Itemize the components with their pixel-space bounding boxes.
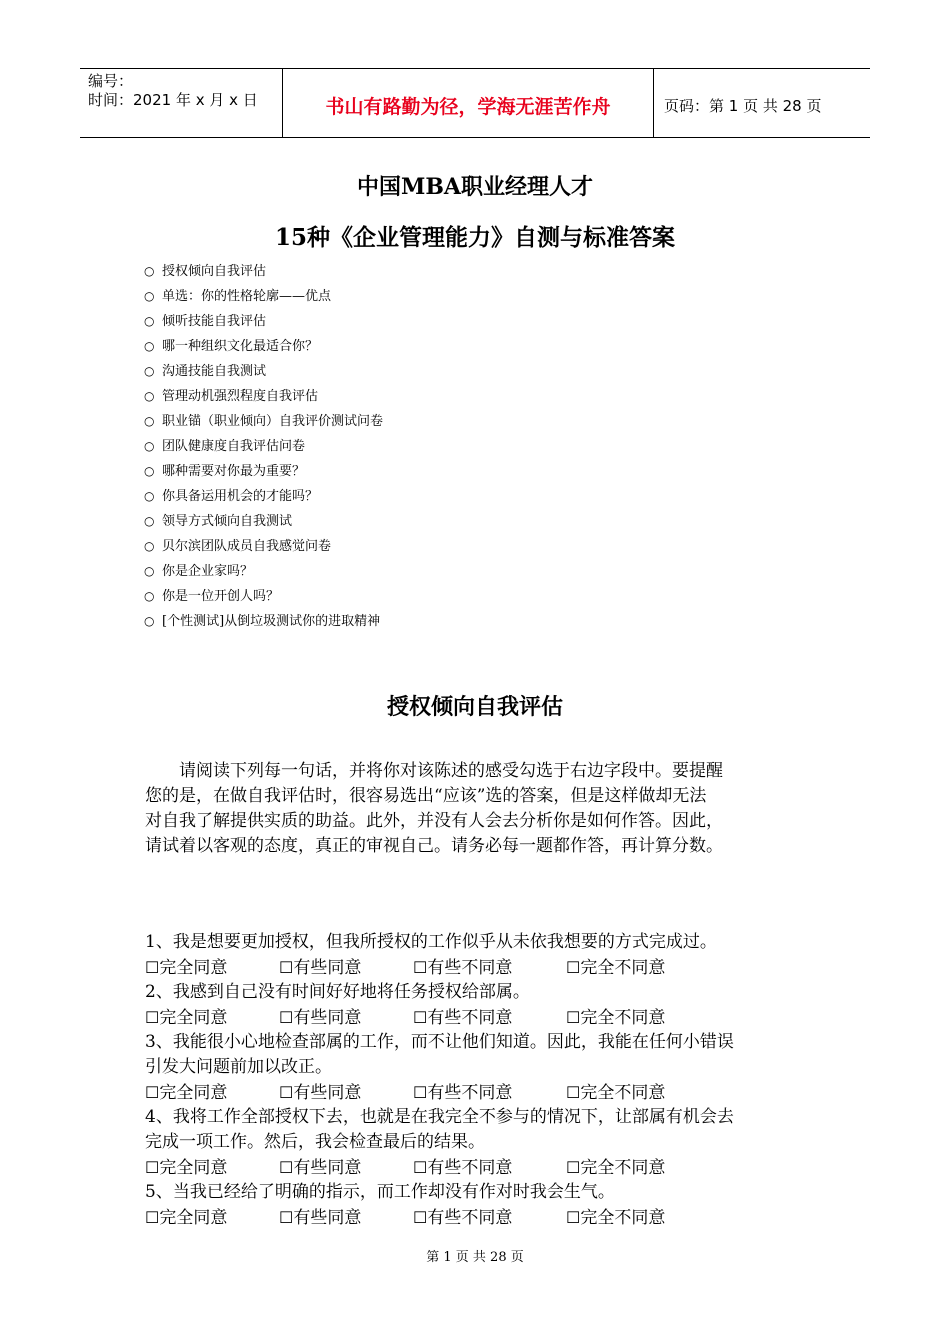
question-text: 2、我感到自己没有时间好好地将任务授权给部属。 bbox=[145, 982, 530, 1002]
question-text: 5、当我已经给了明确的指示，而工作却没有作对时我会生气。 bbox=[145, 1182, 615, 1202]
question-text: 4、我将工作全部授权下去，也就是在我完全不参与的情况下，让部属有机会去 bbox=[145, 1107, 734, 1127]
circle-bullet-icon: ○ bbox=[144, 589, 155, 603]
answer-option[interactable] bbox=[413, 1155, 512, 1181]
code-label: 编号： bbox=[88, 72, 134, 90]
toc-item-label: 管理动机强烈程度自我评估 bbox=[162, 389, 319, 404]
answer-option-label: 有些不同意 bbox=[427, 1083, 513, 1103]
header-meta bbox=[80, 69, 282, 137]
checkbox-icon[interactable]: ☐ bbox=[566, 1208, 581, 1227]
circle-bullet-icon: ○ bbox=[144, 514, 155, 528]
answer-option-label: 有些同意 bbox=[293, 1208, 362, 1228]
answer-option[interactable] bbox=[279, 1005, 361, 1031]
toc-item-label: [个性测试]从倒垃圾测试你的进取精神 bbox=[162, 614, 381, 629]
answer-option-label: 完全同意 bbox=[159, 958, 228, 978]
answer-options bbox=[145, 1005, 825, 1030]
answer-option[interactable] bbox=[279, 955, 361, 981]
answer-option-label: 有些同意 bbox=[293, 1158, 362, 1178]
circle-bullet-icon: ○ bbox=[144, 289, 155, 303]
answer-option-label: 完全同意 bbox=[159, 1083, 228, 1103]
checkbox-icon[interactable]: ☐ bbox=[566, 1083, 581, 1102]
answer-option-label: 完全同意 bbox=[159, 1208, 228, 1228]
questionnaire bbox=[145, 930, 825, 1230]
answer-option-label: 完全同意 bbox=[159, 1158, 228, 1178]
answer-option[interactable] bbox=[566, 1205, 665, 1231]
answer-options bbox=[145, 1155, 825, 1180]
answer-option-label: 有些同意 bbox=[293, 1008, 362, 1028]
intro-paragraph bbox=[145, 759, 805, 859]
answer-option-label: 有些不同意 bbox=[427, 1158, 513, 1178]
answer-option-label: 有些不同意 bbox=[427, 958, 513, 978]
document-title: 中国MBA职业经理人才 bbox=[356, 174, 594, 200]
toc-item-label: 倾听技能自我评估 bbox=[162, 314, 267, 329]
answer-option[interactable] bbox=[279, 1080, 361, 1106]
checkbox-icon[interactable]: ☐ bbox=[279, 1008, 294, 1027]
circle-bullet-icon: ○ bbox=[144, 389, 155, 403]
checkbox-icon[interactable]: ☐ bbox=[566, 958, 581, 977]
checkbox-icon[interactable]: ☐ bbox=[413, 1208, 428, 1227]
question-text: 引发大问题前加以改正。 bbox=[145, 1057, 332, 1077]
checkbox-icon[interactable]: ☐ bbox=[279, 1083, 294, 1102]
answer-options bbox=[145, 955, 825, 980]
page-footer: 第 1 页 共 28 页 bbox=[426, 1250, 524, 1265]
section-title: 授权倾向自我评估 bbox=[386, 695, 563, 720]
answer-option-label: 完全不同意 bbox=[580, 958, 666, 978]
checkbox-icon[interactable]: ☐ bbox=[413, 958, 428, 977]
answer-option[interactable] bbox=[566, 1005, 665, 1031]
answer-option-label: 有些不同意 bbox=[427, 1208, 513, 1228]
toc-item-label: 团队健康度自我评估问卷 bbox=[162, 439, 306, 454]
intro-line: 请试着以客观的态度，真正的审视自己。请务必每一题都作答，再计算分数。 bbox=[145, 836, 723, 856]
toc-item bbox=[144, 309, 383, 334]
checkbox-icon[interactable]: ☐ bbox=[145, 958, 160, 977]
toc-item bbox=[144, 534, 383, 559]
answer-options bbox=[145, 1080, 825, 1105]
checkbox-icon[interactable]: ☐ bbox=[413, 1083, 428, 1102]
question-text: 完成一项工作。然后，我会检查最后的结果。 bbox=[145, 1132, 485, 1152]
answer-option-label: 完全不同意 bbox=[580, 1008, 666, 1028]
toc-item-label: 授权倾向自我评估 bbox=[162, 264, 267, 279]
answer-option-label: 有些不同意 bbox=[427, 1008, 513, 1028]
circle-bullet-icon: ○ bbox=[144, 489, 155, 503]
toc-item bbox=[144, 559, 383, 584]
header-page-info: 页码：第 1 页 共 28 页 bbox=[664, 96, 822, 115]
checkbox-icon[interactable]: ☐ bbox=[413, 1158, 428, 1177]
checkbox-icon[interactable]: ☐ bbox=[145, 1008, 160, 1027]
header-motto: 书山有路勤为径，学海无涯苦作舟 bbox=[282, 69, 654, 137]
checkbox-icon[interactable]: ☐ bbox=[145, 1083, 160, 1102]
checkbox-icon[interactable]: ☐ bbox=[279, 958, 294, 977]
toc-item bbox=[144, 509, 383, 534]
intro-line: 请阅读下列每一句话，并将你对该陈述的感受勾选于右边字段中。要提醒 bbox=[145, 761, 723, 781]
toc-item-label: 领导方式倾向自我测试 bbox=[162, 514, 293, 529]
answer-option[interactable] bbox=[145, 1005, 227, 1031]
toc-item-label: 你是一位开创人吗？ bbox=[162, 589, 280, 604]
answer-option[interactable] bbox=[145, 955, 227, 981]
answer-option-label: 完全不同意 bbox=[580, 1158, 666, 1178]
answer-option[interactable] bbox=[145, 1080, 227, 1106]
toc-item bbox=[144, 284, 383, 309]
checkbox-icon[interactable]: ☐ bbox=[145, 1158, 160, 1177]
toc-item bbox=[144, 584, 383, 609]
toc-item bbox=[144, 334, 383, 359]
document-subtitle: 15种《企业管理能力》自测与标准答案 bbox=[274, 224, 675, 251]
circle-bullet-icon: ○ bbox=[144, 364, 155, 378]
toc-item-label: 贝尔滨团队成员自我感觉问卷 bbox=[162, 539, 332, 554]
intro-line: 您的是，在做自我评估时，很容易选出“应该”选的答案，但是这样做却无法 bbox=[145, 786, 707, 806]
toc-item bbox=[144, 384, 383, 409]
toc-item-label: 哪种需要对你最为重要？ bbox=[162, 464, 306, 479]
circle-bullet-icon: ○ bbox=[144, 539, 155, 553]
answer-option-label: 完全同意 bbox=[159, 1008, 228, 1028]
toc-item bbox=[144, 609, 383, 634]
circle-bullet-icon: ○ bbox=[144, 264, 155, 278]
toc-item-label: 单选：你的性格轮廓——优点 bbox=[162, 289, 332, 304]
circle-bullet-icon: ○ bbox=[144, 314, 155, 328]
toc-item bbox=[144, 459, 383, 484]
circle-bullet-icon: ○ bbox=[144, 414, 155, 428]
circle-bullet-icon: ○ bbox=[144, 564, 155, 578]
checkbox-icon[interactable]: ☐ bbox=[566, 1008, 581, 1027]
answer-option[interactable] bbox=[566, 1155, 665, 1181]
circle-bullet-icon: ○ bbox=[144, 464, 155, 478]
answer-option[interactable] bbox=[279, 1155, 361, 1181]
answer-option-label: 有些同意 bbox=[293, 958, 362, 978]
intro-line: 对自我了解提供实质的助益。此外，并没有人会去分析你是如何作答。因此， bbox=[145, 811, 723, 831]
toc-item-label: 你具备运用机会的才能吗？ bbox=[162, 489, 319, 504]
toc-item bbox=[144, 434, 383, 459]
checkbox-icon[interactable]: ☐ bbox=[566, 1158, 581, 1177]
answer-option[interactable] bbox=[145, 1155, 227, 1181]
answer-option-label: 完全不同意 bbox=[580, 1083, 666, 1103]
toc-item-label: 你是企业家吗？ bbox=[162, 564, 254, 579]
document-header bbox=[80, 68, 870, 138]
checkbox-icon[interactable]: ☐ bbox=[145, 1208, 160, 1227]
answer-option[interactable] bbox=[413, 1080, 512, 1106]
question-text: 1、我是想要更加授权，但我所授权的工作似乎从未依我想要的方式完成过。 bbox=[145, 932, 717, 952]
checkbox-icon[interactable]: ☐ bbox=[279, 1158, 294, 1177]
circle-bullet-icon: ○ bbox=[144, 439, 155, 453]
toc-item bbox=[144, 484, 383, 509]
answer-option-label: 完全不同意 bbox=[580, 1208, 666, 1228]
question-text: 3、我能很小心地检查部属的工作，而不让他们知道。因此，我能在任何小错误 bbox=[145, 1032, 734, 1052]
answer-options bbox=[145, 1205, 825, 1230]
table-of-contents bbox=[144, 259, 383, 634]
checkbox-icon[interactable]: ☐ bbox=[279, 1208, 294, 1227]
toc-item-label: 职业锚（职业倾向）自我评价测试问卷 bbox=[162, 414, 384, 429]
checkbox-icon[interactable]: ☐ bbox=[413, 1008, 428, 1027]
answer-option[interactable] bbox=[566, 955, 665, 981]
circle-bullet-icon: ○ bbox=[144, 614, 155, 628]
answer-option[interactable] bbox=[566, 1080, 665, 1106]
answer-option[interactable] bbox=[413, 1205, 512, 1231]
toc-item bbox=[144, 259, 383, 284]
toc-item bbox=[144, 409, 383, 434]
circle-bullet-icon: ○ bbox=[144, 339, 155, 353]
answer-option-label: 有些同意 bbox=[293, 1083, 362, 1103]
answer-option[interactable] bbox=[279, 1205, 361, 1231]
answer-option[interactable] bbox=[413, 1005, 512, 1031]
answer-option[interactable] bbox=[413, 955, 512, 981]
answer-option[interactable] bbox=[145, 1205, 227, 1231]
date-label: 时间：2021 年 x 月 x 日 bbox=[88, 91, 258, 109]
toc-item-label: 沟通技能自我测试 bbox=[162, 364, 267, 379]
toc-item bbox=[144, 359, 383, 384]
toc-item-label: 哪一种组织文化最适合你？ bbox=[162, 339, 319, 354]
